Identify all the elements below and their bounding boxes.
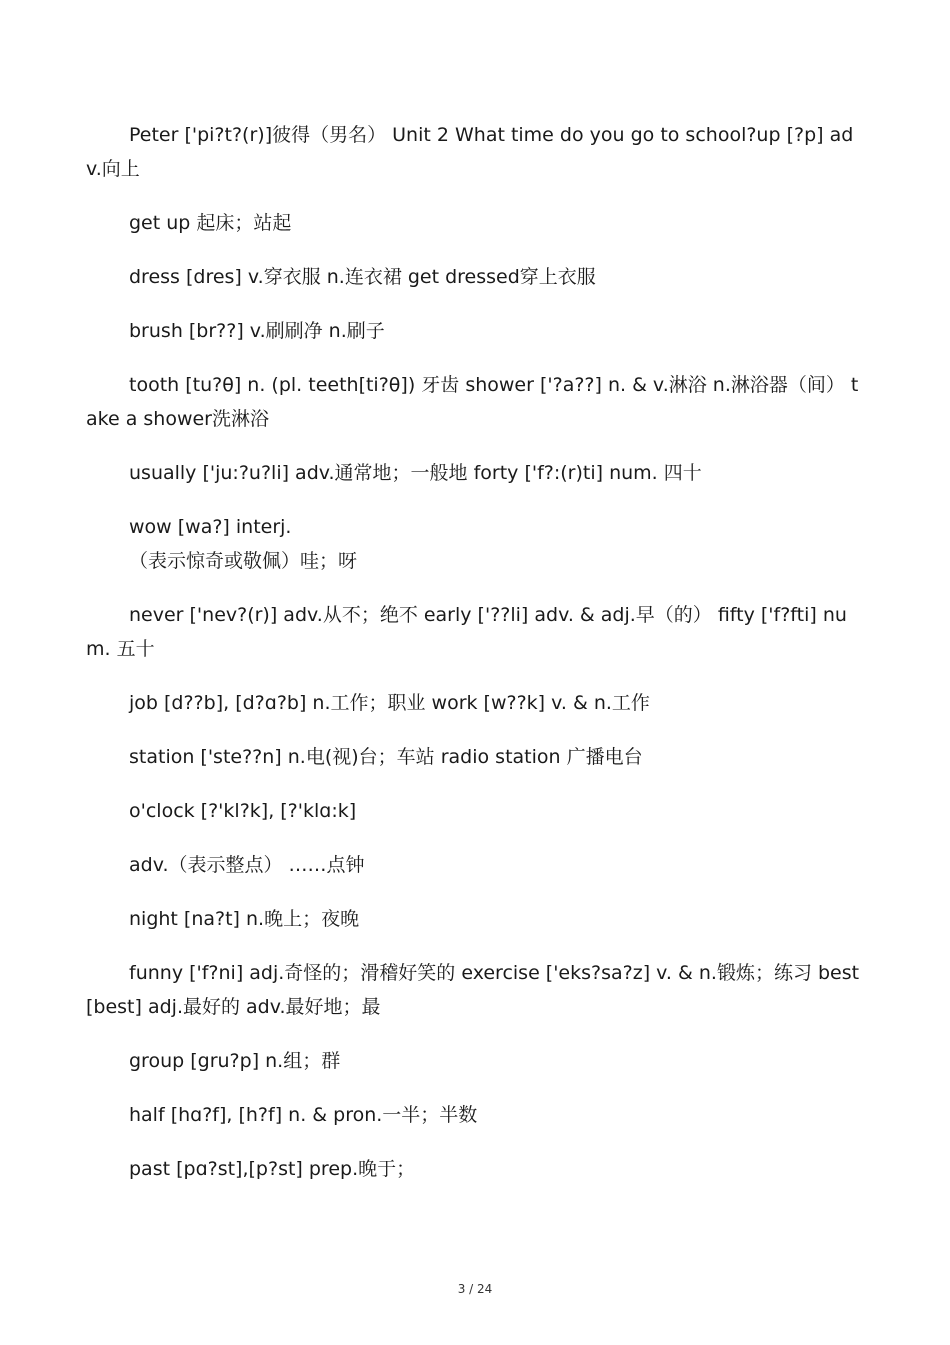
paragraph-13: adv.（表示整点） ……点钟 <box>129 854 365 876</box>
paragraph-8: （表示惊奇或敬佩）哇；呀 <box>129 550 358 572</box>
paragraph-9: never ['nev?(r)] adv.从不；绝不 early ['??li] adv. & adj.早（的） fifty ['f?fti] num. 五十 <box>86 604 847 660</box>
paragraph-11: station ['ste??n] n.电(视)台；车站 radio station 广播电台 <box>129 746 643 768</box>
paragraph-16: group [gru?p] n.组；群 <box>129 1050 341 1072</box>
paragraph-14: night [na?t] n.晚上；夜晚 <box>129 908 360 930</box>
paragraph-4: brush [br??] v.刷刷净 n.刷子 <box>129 320 385 342</box>
paragraph-18: past [pɑ?st],[p?st] prep.晚于； <box>129 1158 416 1180</box>
paragraph-15: funny ['f?ni] adj.奇怪的；滑稽好笑的 exercise ['eks?sa?z] v. & n.锻炼；练习 best [best] adj.最好的 adv.最好地；最 <box>86 962 860 1018</box>
paragraph-12: o'clock [?'kl?k], [?'klɑ:k] <box>129 800 357 822</box>
paragraph-7: wow [wa?] interj. <box>129 516 292 538</box>
paragraph-6: usually ['ju:?u?li] adv.通常地；一般地 forty ['f?:(r)ti] num. 四十 <box>129 462 702 484</box>
paragraph-3: dress [dres] v.穿衣服 n.连衣裙 get dressed穿上衣服 <box>129 266 596 288</box>
vocabulary-list <box>86 118 866 1206</box>
paragraph-2: get up 起床；站起 <box>129 212 292 234</box>
paragraph-10: job [d??b], [d?ɑ?b] n.工作；职业 work [w??k] v. & n.工作 <box>129 692 650 714</box>
paragraph-1: Peter ['pi?t?(r)]彼得（男名） Unit 2 What time do you go to school?up [?p] adv.向上 <box>86 124 854 180</box>
page-number: 3 / 24 <box>457 1282 493 1296</box>
paragraph-5: tooth [tu?θ] n. (pl. teeth[ti?θ]) 牙齿 shower ['?a??] n. & v.淋浴 n.淋浴器（间） take a shower洗淋浴 <box>86 374 859 430</box>
paragraph-17: half [hɑ?f], [h?f] n. & pron.一半；半数 <box>129 1104 478 1126</box>
